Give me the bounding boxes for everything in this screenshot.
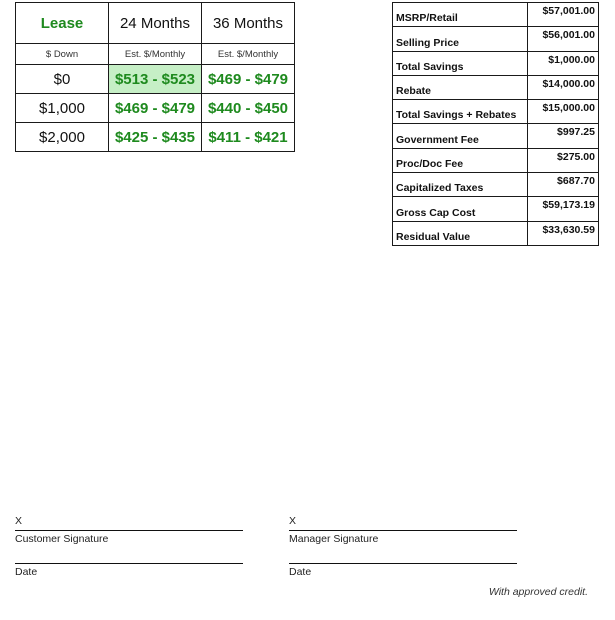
payment-36[interactable]: $411 - $421: [202, 123, 295, 152]
lease-subheader-row: [16, 44, 295, 65]
customer-signature-label: Customer Signature: [15, 533, 109, 545]
summary-value: $275.00: [528, 148, 599, 172]
summary-value: $14,000.00: [528, 75, 599, 99]
summary-value: $687.70: [528, 173, 599, 197]
summary-label: Total Savings: [393, 51, 528, 75]
summary-row: [393, 51, 599, 75]
summary-label: Capitalized Taxes: [393, 173, 528, 197]
payment-24[interactable]: $469 - $479: [109, 94, 202, 123]
summary-row: [393, 173, 599, 197]
down-payment: $0: [16, 65, 109, 94]
summary-row: [393, 148, 599, 172]
customer-signature-line[interactable]: [15, 530, 243, 531]
term-36-months: 36 Months: [202, 3, 295, 44]
summary-label: Residual Value: [393, 221, 528, 245]
manager-date-line[interactable]: [289, 563, 517, 564]
customer-date-label: Date: [15, 566, 38, 578]
summary-label: Total Savings + Rebates: [393, 100, 528, 124]
payment-24-selected[interactable]: $513 - $523: [109, 65, 202, 94]
down-payment: $2,000: [16, 123, 109, 152]
customer-x-mark: X: [15, 515, 23, 527]
summary-row: [393, 100, 599, 124]
summary-value: $1,000.00: [528, 51, 599, 75]
payment-36[interactable]: $469 - $479: [202, 65, 295, 94]
lease-payment-table: [15, 2, 295, 152]
down-payment: $1,000: [16, 94, 109, 123]
manager-signature-label: Manager Signature: [289, 533, 379, 545]
lease-row: [16, 123, 295, 152]
payment-24[interactable]: $425 - $435: [109, 123, 202, 152]
summary-value: $15,000.00: [528, 100, 599, 124]
summary-row: [393, 221, 599, 245]
manager-signature-line[interactable]: [289, 530, 517, 531]
summary-label: Government Fee: [393, 124, 528, 148]
summary-label: MSRP/Retail: [393, 3, 528, 27]
summary-value: $59,173.19: [528, 197, 599, 221]
lease-row: [16, 65, 295, 94]
customer-date-line[interactable]: [15, 563, 243, 564]
payment-36[interactable]: $440 - $450: [202, 94, 295, 123]
summary-row: [393, 27, 599, 51]
summary-value: $997.25: [528, 124, 599, 148]
summary-label: Selling Price: [393, 27, 528, 51]
manager-x-mark: X: [289, 515, 297, 527]
approved-credit-note: With approved credit.: [488, 586, 588, 598]
lease-title: Lease: [16, 3, 109, 44]
summary-row: [393, 3, 599, 27]
summary-row: [393, 75, 599, 99]
manager-date-label: Date: [289, 566, 312, 578]
monthly-24-header: Est. $/Monthly: [109, 44, 202, 65]
summary-value: $57,001.00: [528, 3, 599, 27]
summary-label: Proc/Doc Fee: [393, 148, 528, 172]
summary-label: Gross Cap Cost: [393, 197, 528, 221]
pricing-summary-table: [392, 2, 599, 246]
lease-row: [16, 94, 295, 123]
down-payment-header: $ Down: [16, 44, 109, 65]
summary-value: $33,630.59: [528, 221, 599, 245]
lease-header-row: [16, 3, 295, 44]
monthly-36-header: Est. $/Monthly: [202, 44, 295, 65]
summary-row: [393, 197, 599, 221]
summary-label: Rebate: [393, 75, 528, 99]
summary-value: $56,001.00: [528, 27, 599, 51]
term-24-months: 24 Months: [109, 3, 202, 44]
summary-row: [393, 124, 599, 148]
